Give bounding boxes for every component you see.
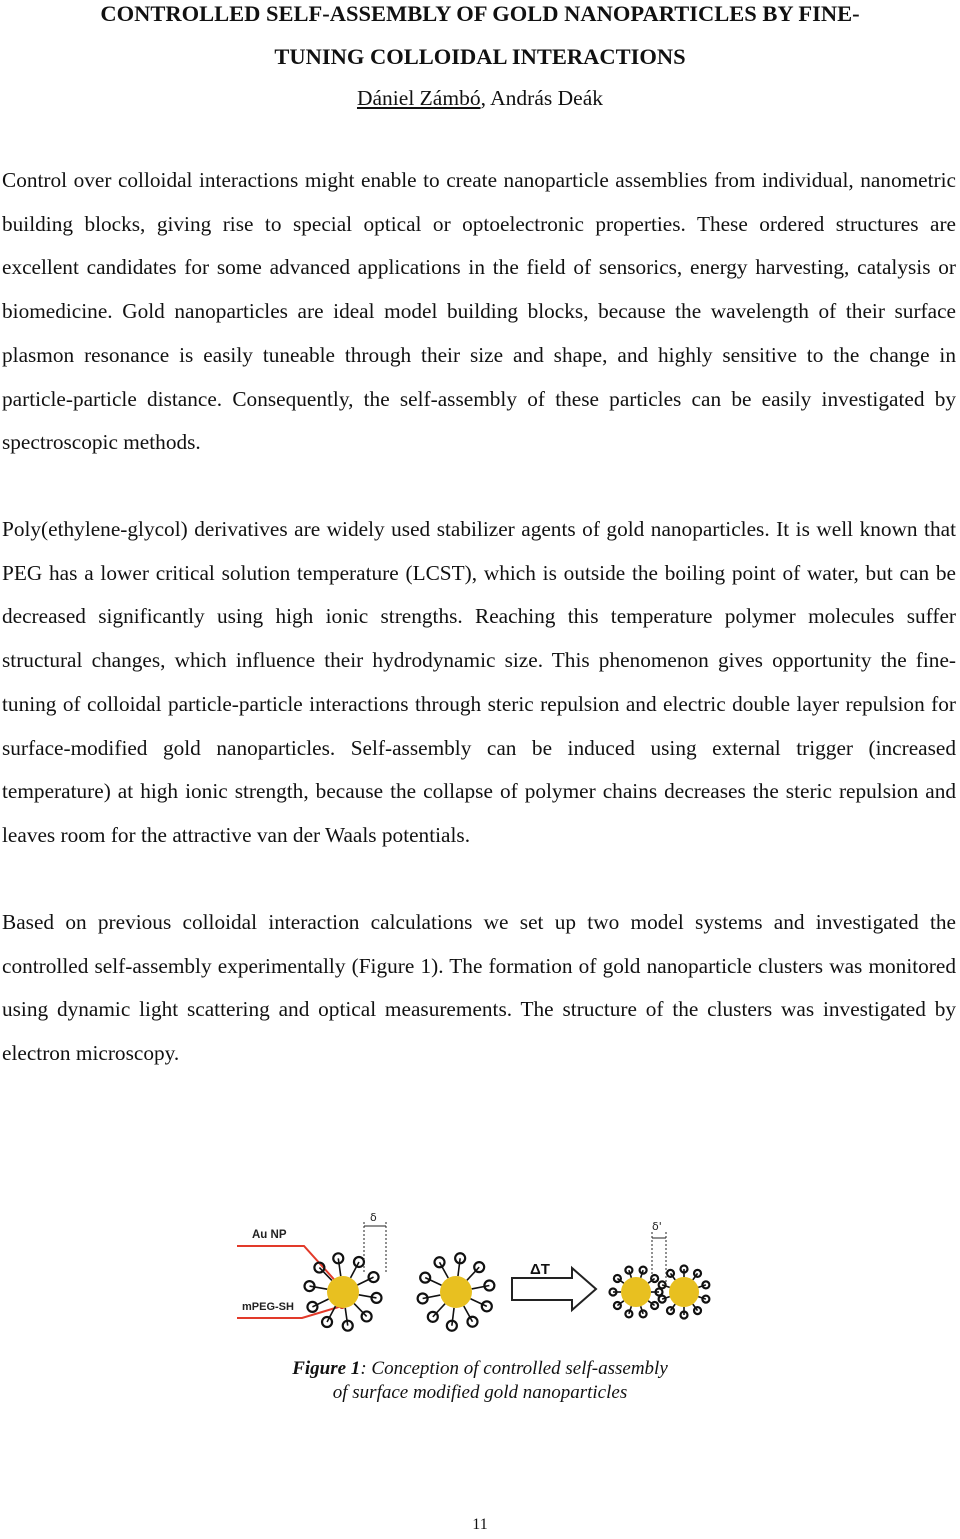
polymer-ligand bbox=[452, 1308, 454, 1326]
polymer-coil bbox=[614, 1275, 621, 1282]
polymer-coil bbox=[694, 1307, 701, 1314]
body-paragraph-1 bbox=[2, 159, 956, 465]
paper-title-line-2: TUNING COLLOIDAL INTERACTIONS bbox=[274, 44, 686, 69]
polymer-ligand bbox=[310, 1286, 328, 1289]
heating-arrow bbox=[512, 1261, 596, 1310]
paragraph-text: Based on previous colloidal interaction calculations we set up two model systems and investigated the controlled self-assembly experimentally (Figure 1). The formation of gold nanoparticle clusters was monitored using dynamic light scattering and optical measurements. The structure of the clusters was investigated by electron microscopy. bbox=[2, 910, 956, 1066]
polymer-coil bbox=[614, 1302, 621, 1309]
polymer-ligand bbox=[359, 1295, 377, 1298]
polymer-coil bbox=[322, 1317, 332, 1327]
polymer-coil bbox=[369, 1272, 379, 1282]
delta-label: δ bbox=[370, 1212, 377, 1224]
collapsed-nanoparticle-left bbox=[610, 1267, 663, 1318]
polymer-coil bbox=[307, 1302, 317, 1312]
polymer-ligand bbox=[345, 1308, 348, 1326]
polymer-ligand bbox=[467, 1267, 479, 1280]
paragraph-text: Control over colloidal interactions might enable to create nanoparticle assemblies from individual, nanometric building blocks, giving rise to special optical or optoelectronic properties. These ordered structures are excellent candidates for some advanced applications in the field of sensorics, energy harvesting, catalysis or biomedicine. Gold nanoparticles are ideal model building blocks, because the wavelength of their surface plasmon resonance is easily tuneable through their size and shape, and highly sensitive to the change in particle-particle distance. Consequently, the self-assembly of these particles can be easily investigated by spectroscopic methods. bbox=[2, 168, 956, 455]
caption-line-2: of surface modified gold nanoparticles bbox=[332, 1382, 628, 1403]
polymer-ligand bbox=[354, 1304, 367, 1317]
caption-text: : Conception of controlled self-assembly bbox=[360, 1358, 668, 1379]
paper-title-line-1: CONTROLLED SELF-ASSEMBLY OF GOLD NANOPARTICLES BY FINE- bbox=[100, 1, 860, 26]
gold-core bbox=[327, 1276, 359, 1308]
polymer-ligand bbox=[433, 1304, 445, 1317]
polymer-coil bbox=[651, 1302, 658, 1309]
coated-nanoparticle-extended bbox=[305, 1253, 382, 1330]
gold-core bbox=[669, 1277, 699, 1307]
au-np-pointer bbox=[237, 1229, 344, 1290]
au-np-label: Au NP bbox=[252, 1229, 287, 1241]
mpeg-sh-label: mPEG-SH bbox=[242, 1301, 294, 1313]
page-number: 11 bbox=[472, 1516, 488, 1533]
co-author: András Deák bbox=[490, 86, 603, 110]
delta-prime-label: δ' bbox=[652, 1220, 662, 1233]
polymer-coil bbox=[354, 1257, 364, 1267]
gold-core bbox=[440, 1276, 472, 1308]
body-paragraph-3 bbox=[2, 901, 956, 1076]
polymer-coil bbox=[694, 1270, 701, 1277]
gold-core bbox=[621, 1277, 651, 1307]
polymer-ligand bbox=[458, 1258, 460, 1276]
author-line bbox=[0, 78, 960, 118]
polymer-coil bbox=[667, 1307, 674, 1314]
presenting-author: Dániel Zámbó bbox=[356, 86, 481, 110]
delta-dimension bbox=[364, 1212, 386, 1274]
paragraph-text: Poly(ethylene-glycol) derivatives are widely used stabilizer agents of gold nanoparticles. It is well known that PEG has a lower critical solution temperature (LCST), which is outside the boiling point of water, but can be decreased significantly using high ionic strengths. Reaching this temperature polymer molecules suffer structural changes, which influence their hydrodynamic size. This phenomenon gives opportunity the fine-tuning of colloidal particle-particle interactions through steric repulsion and electric double layer repulsion for surface-modified gold nanoparticles. Self-assembly can be induced using external trigger (increased temperature) at high ionic strength, because the collapse of polymer chains decreases the steric repulsion and leaves room for the attractive van der Waals potentials. bbox=[2, 517, 956, 847]
coated-nanoparticle-second bbox=[418, 1253, 495, 1330]
caption-line-1 bbox=[0, 1357, 960, 1381]
figure-caption bbox=[0, 1357, 960, 1405]
figure-label: Figure 1 bbox=[292, 1358, 361, 1379]
delta-t-label: ΔT bbox=[530, 1261, 550, 1278]
polymer-coil bbox=[667, 1270, 674, 1277]
self-assembly-schematic bbox=[234, 1212, 726, 1342]
mpeg-pointer bbox=[237, 1301, 345, 1318]
polymer-ligand bbox=[338, 1258, 341, 1276]
author-separator: , bbox=[480, 86, 491, 110]
body-paragraph-2 bbox=[2, 508, 956, 858]
delta-prime-dimension bbox=[652, 1220, 666, 1282]
